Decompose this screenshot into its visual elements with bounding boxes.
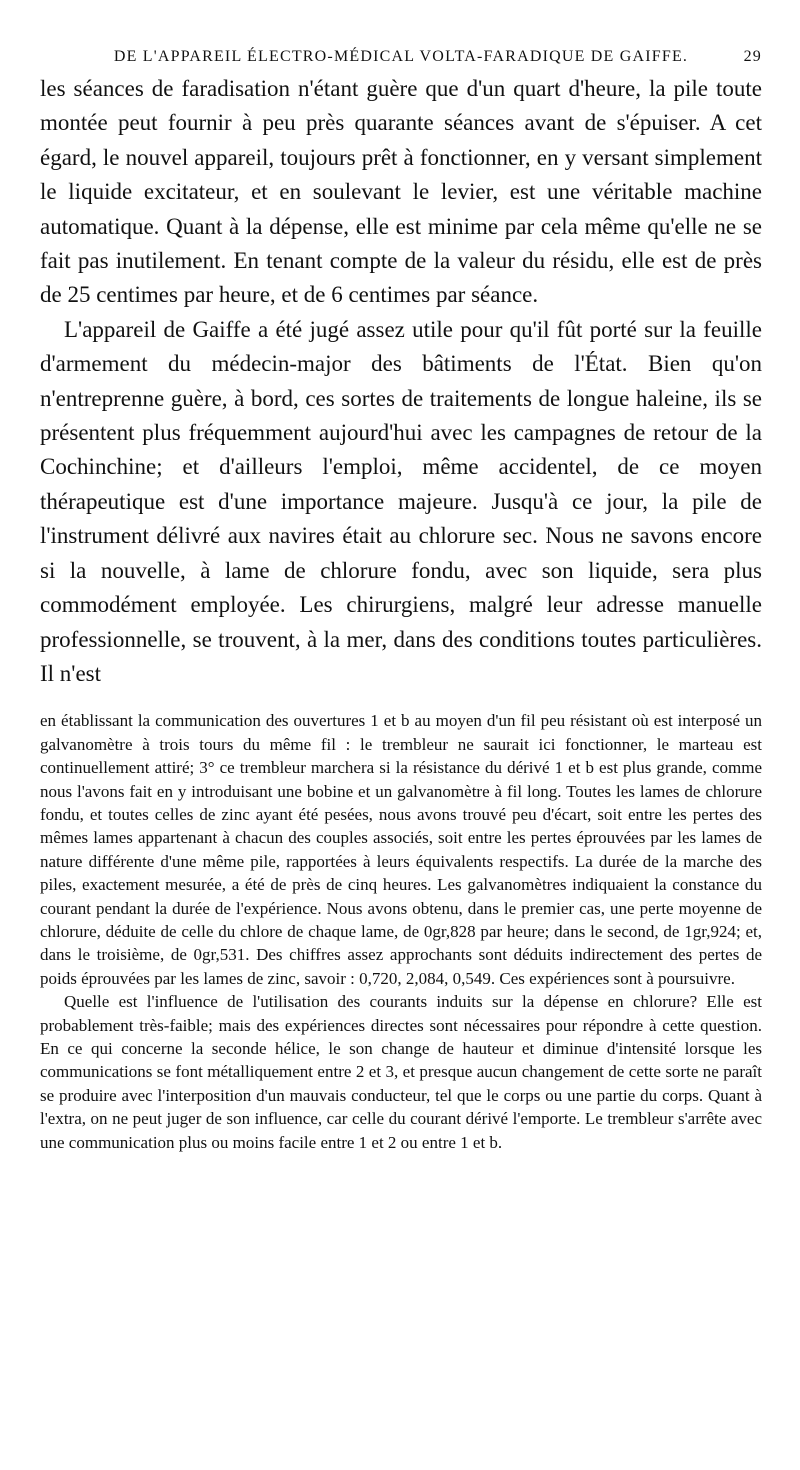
footnote-paragraph-1: en établissant la communication des ouvertures 1 et b au moyen d'un fil peu résistant où est interposé un galvanomètre à trois tours du même fil : le trembleur ne saurait ici fonctionner, le marteau est continuellement attiré; 3° ce trembleur marchera si la résistance du dérivé 1 et b est plus grande, comme nous l'avons fait en y introduisant une bobine et un galvanomètre à fil long. Toutes les lames de chlorure fondu, et toutes celles de zinc ayant été pesées, nous avons trouvé peu d'écart, soit entre les pertes des mêmes lames appartenant à chacun des couples associés, soit entre les pertes éprouvées par les lames de nature différente d'une même pile, rapportées à leurs équivalents respectifs. La durée de la marche des piles, exactement mesurée, a été de près de cinq heures. Les galvanomètres indiquaient la constance du courant pendant la durée de l'expérience. Nous avons obtenu, dans le premier cas, une perte moyenne de chlorure, déduite de celle du chlore de chaque lame, de 0gr,828 par heure; dans le second, de 1gr,924; et, dans le troisième, de 0gr,531. Des chiffres assez approchants sont déduits indirectement des pertes de poids éprouvées par les lames de zinc, savoir : 0,720, 2,084, 0,549. Ces expériences sont à poursuivre. xyxy=(40,711,762,988)
running-title: DE L'APPAREIL ÉLECTRO-MÉDICAL VOLTA-FARADIQUE DE GAIFFE. xyxy=(113,48,689,65)
main-text xyxy=(40,72,762,691)
running-header xyxy=(40,48,762,66)
main-paragraph-2: L'appareil de Gaiffe a été jugé assez utile pour qu'il fût porté sur la feuille d'armement du médecin-major des bâtiments de l'État. Bien qu'on n'entreprenne guère, à bord, ces sortes de traitements de longue haleine, ils se présentent plus fréquemment aujourd'hui avec les campagnes de retour de la Cochinchine; et d'ailleurs l'emploi, même accidentel, de ce moyen thérapeutique est d'une importance majeure. Jusqu'à ce jour, la pile de l'instrument délivré aux navires était au chlorure sec. Nous ne savons encore si la nouvelle, à lame de chlorure fondu, avec son liquide, sera plus commodément employée. Les chirurgiens, malgré leur adresse manuelle professionnelle, se trouvent, à la mer, dans des conditions toutes particulières. Il n'est xyxy=(40,316,762,686)
main-paragraph-1: les séances de faradisation n'étant guère que d'un quart d'heure, la pile toute montée peut fournir à peu près quarante séances avant de s'épuiser. A cet égard, le nouvel appareil, toujours prêt à fonctionner, en y versant simplement le liquide excitateur, et en soulevant le levier, est une véritable machine automatique. Quant à la dépense, elle est minime par cela même qu'elle ne se fait pas inutilement. En tenant compte de la valeur du résidu, elle est de près de 25 centimes par heure, et de 6 centimes par séance. xyxy=(40,76,762,308)
footnotes xyxy=(40,709,762,1154)
page-number: 29 xyxy=(743,48,762,65)
footnote-paragraph-2: Quelle est l'influence de l'utilisation des courants induits sur la dépense en chlorure? Elle est probablement très-faible; mais des expériences directes sont nécessaires pour répondre à cette question. En ce qui concerne la seconde hélice, le son change de hauteur et diminue d'intensité lorsque les communications se font métalliquement entre 2 et 3, et presque aucun changement de cette sorte ne paraît se produire avec l'interposition d'un mauvais conducteur, tel que le corps ou une partie du corps. Quant à l'extra, on ne peut juger de son influence, car celle du courant dérivé l'emporte. Le trembleur s'arrête avec une communication plus ou moins facile entre 1 et 2 ou entre 1 et b. xyxy=(40,992,762,1152)
